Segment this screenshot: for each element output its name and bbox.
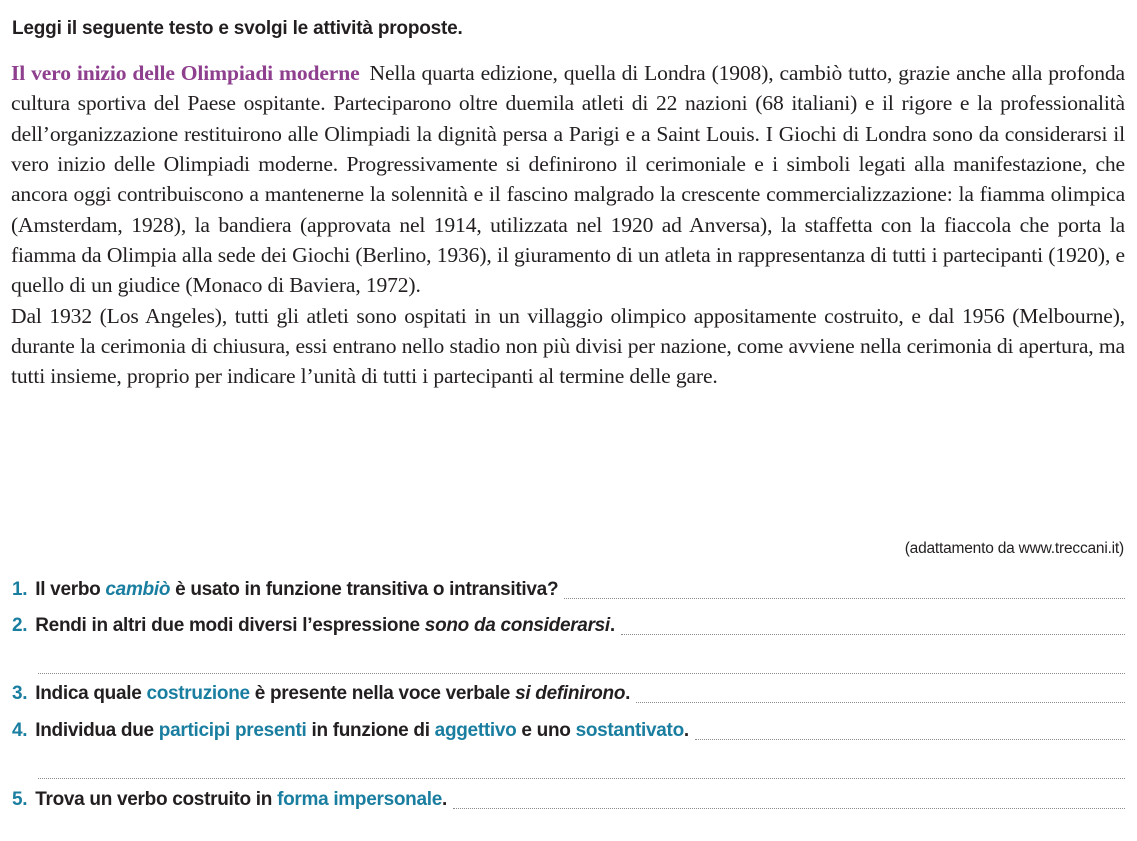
answer-line-5[interactable] — [453, 807, 1125, 809]
highlighted-term: participi presenti — [158, 720, 307, 741]
source-citation: (adattamento da www.treccani.it) — [904, 540, 1124, 557]
highlighted-term: costruzione — [146, 683, 250, 704]
question-text: Indica quale — [35, 683, 147, 704]
question-3 — [12, 683, 1125, 705]
passage-text-1: Nella quarta edizione, quella di Londra (1908), cambiò tutto, grazie anche alla profonda cultura sportiva del Paese ospitante. Parteciparono oltre duemila atleti di 22 nazioni (68 italiani) e il rigore e la professionalità dell’organizzazione restituirono alle Olimpiadi la dignità persa a Parigi e a Saint Louis. I Giochi di Londra sono da considerarsi il vero inizio delle Olimpiadi moderne. Progressivamente si definirono il cerimoniale e i simboli legati alla manifestazione, che ancora oggi contribuiscono a mantenerne la solennità e il fascino malgrado la crescente commercializzazione: la fiamma olimpica (Amsterdam, 1928), la bandiera (approvata nel 1914, utilizzata nel 1920 ad Anversa), la staffetta con la fiaccola che porta la fiamma da Olimpia alla sede dei Giochi (Berlino, 1936), il giuramento di un atleta in rappresentanza di tutti i partecipanti (1920), e quello di un giudice (Monaco di Baviera, 1972). — [11, 61, 1125, 298]
question-1 — [12, 579, 1125, 601]
question-4 — [12, 720, 1125, 742]
question-number: 2. — [12, 615, 28, 636]
answer-line-2a[interactable] — [621, 633, 1125, 635]
italic-phrase: sono da considerarsi — [424, 615, 610, 636]
question-text: . — [441, 789, 447, 810]
question-2 — [12, 615, 1125, 637]
highlighted-word: cambiò — [105, 579, 171, 600]
question-text: è presente nella voce verbale — [249, 683, 516, 704]
passage-title: Il vero inizio delle Olimpiadi moderne — [11, 61, 360, 85]
answer-line-4b[interactable] — [38, 777, 1125, 779]
question-number: 3. — [12, 683, 28, 704]
italic-phrase: si definirono — [515, 683, 626, 704]
highlighted-term: forma impersonale — [277, 789, 442, 810]
question-number: 4. — [12, 720, 28, 741]
question-text: Rendi in altri due modi diversi l’espressione — [35, 615, 425, 636]
reading-passage — [11, 58, 1125, 392]
question-text: in funzione di — [306, 720, 435, 741]
question-text: e uno — [516, 720, 576, 741]
passage-paragraph-2: Dal 1932 (Los Angeles), tutti gli atleti sono ospitati in un villaggio olimpico appositamente costruito, e dal 1956 (Melbourne), durante la cerimonia di chiusura, essi entrano nello stadio non più divisi per nazione, come avviene nella cerimonia di apertura, ma tutti insieme, proprio per indicare l’unità di tutti i partecipanti al termine delle gare. — [11, 303, 1125, 389]
highlighted-term: aggettivo — [434, 720, 517, 741]
answer-line-2b[interactable] — [38, 672, 1125, 674]
answer-line-4a[interactable] — [695, 738, 1125, 740]
question-text: Individua due — [35, 720, 159, 741]
instruction-heading: Leggi il seguente testo e svolgi le attività proposte. — [12, 18, 463, 39]
question-text: . — [683, 720, 689, 741]
question-number: 5. — [12, 789, 28, 810]
question-number: 1. — [12, 579, 28, 600]
highlighted-term: sostantivato — [575, 720, 684, 741]
answer-line-1[interactable] — [564, 597, 1125, 599]
question-text: è usato in funzione transitiva o intransitiva? — [170, 579, 559, 600]
question-text: . — [609, 615, 615, 636]
question-5 — [12, 789, 1125, 811]
question-text: . — [625, 683, 631, 704]
question-text: Trova un verbo costruito in — [35, 789, 278, 810]
question-text: Il verbo — [35, 579, 106, 600]
answer-line-3[interactable] — [636, 701, 1125, 703]
passage-paragraph-1 — [11, 58, 1125, 301]
